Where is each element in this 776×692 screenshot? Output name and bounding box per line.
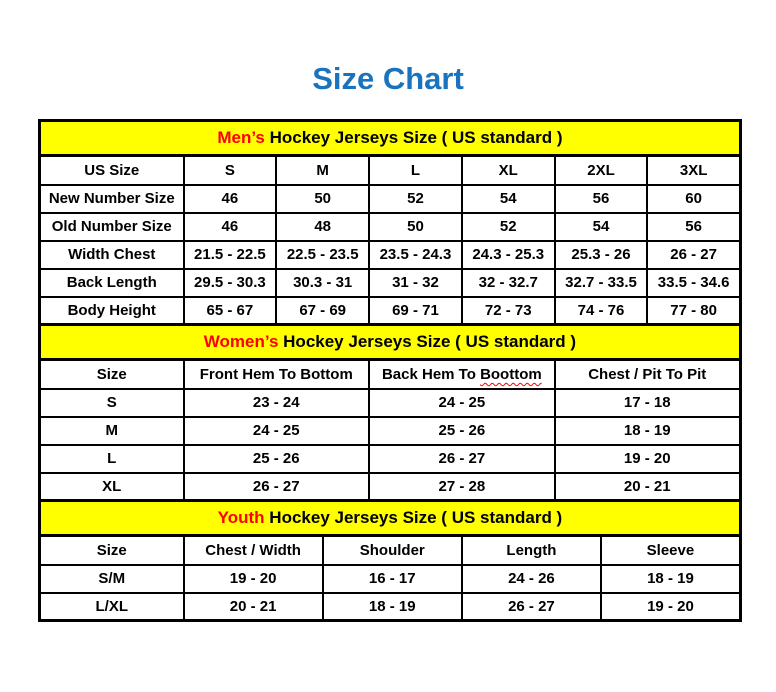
womens-cell: 27 - 28 <box>369 473 555 501</box>
womens-col-header-text: Back Hem To <box>381 365 476 383</box>
mens-cell: 24.3 - 25.3 <box>462 241 555 269</box>
womens-cell: 23 - 24 <box>184 389 370 417</box>
mens-section-header <box>40 121 741 156</box>
mens-col-header: L <box>369 156 462 185</box>
mens-cell: 50 <box>276 185 369 213</box>
youth-col-header: Chest / Width <box>184 536 323 565</box>
youth-col-header: Length <box>462 536 601 565</box>
youth-section-band <box>40 501 741 536</box>
womens-cell: 17 - 18 <box>555 389 741 417</box>
womens-col-header: Front Hem To Bottom <box>184 360 370 389</box>
table-row <box>40 389 741 417</box>
table-row <box>40 565 741 593</box>
table-row <box>40 185 741 213</box>
size-chart-table <box>38 119 742 622</box>
womens-col-header <box>369 360 555 389</box>
mens-cell: 54 <box>462 185 555 213</box>
mens-col-header: XL <box>462 156 555 185</box>
youth-row-label: S/M <box>40 565 184 593</box>
womens-section-title-text: Hockey Jerseys Size ( US standard ) <box>283 332 577 351</box>
mens-cell: 65 - 67 <box>184 297 277 325</box>
womens-cell: 24 - 25 <box>184 417 370 445</box>
youth-cell: 16 - 17 <box>323 565 462 593</box>
womens-section-accent: Women’s <box>203 332 279 351</box>
womens-section-header <box>40 325 741 360</box>
mens-cell: 46 <box>184 213 277 241</box>
mens-row-label: Width Chest <box>40 241 184 269</box>
womens-row-label: M <box>40 417 184 445</box>
youth-section-title-text: Hockey Jerseys Size ( US standard ) <box>269 508 563 527</box>
youth-cell: 19 - 20 <box>601 593 740 621</box>
mens-cell: 32 - 32.7 <box>462 269 555 297</box>
mens-cell: 32.7 - 33.5 <box>555 269 648 297</box>
womens-row-label: S <box>40 389 184 417</box>
youth-header-row <box>40 536 741 565</box>
youth-cell: 20 - 21 <box>184 593 323 621</box>
youth-cell: 19 - 20 <box>184 565 323 593</box>
table-row <box>40 241 741 269</box>
mens-cell: 56 <box>555 185 648 213</box>
womens-cell: 20 - 21 <box>555 473 741 501</box>
table-row <box>40 297 741 325</box>
mens-cell: 48 <box>276 213 369 241</box>
table-row <box>40 445 741 473</box>
table-row <box>40 417 741 445</box>
mens-cell: 77 - 80 <box>647 297 740 325</box>
womens-cell: 25 - 26 <box>369 417 555 445</box>
mens-cell: 31 - 32 <box>369 269 462 297</box>
youth-cell: 26 - 27 <box>462 593 601 621</box>
table-row <box>40 213 741 241</box>
womens-cell: 18 - 19 <box>555 417 741 445</box>
youth-cell: 24 - 26 <box>462 565 601 593</box>
womens-header-row <box>40 360 741 389</box>
table-row <box>40 473 741 501</box>
mens-cell: 33.5 - 34.6 <box>647 269 740 297</box>
womens-cell: 26 - 27 <box>369 445 555 473</box>
womens-cell: 24 - 25 <box>369 389 555 417</box>
mens-cell: 54 <box>555 213 648 241</box>
mens-cell: 52 <box>369 185 462 213</box>
mens-col-header: S <box>184 156 277 185</box>
mens-col-header: M <box>276 156 369 185</box>
mens-cell: 67 - 69 <box>276 297 369 325</box>
mens-row-label: Back Length <box>40 269 184 297</box>
mens-cell: 21.5 - 22.5 <box>184 241 277 269</box>
mens-cell: 29.5 - 30.3 <box>184 269 277 297</box>
mens-cell: 50 <box>369 213 462 241</box>
mens-cell: 25.3 - 26 <box>555 241 648 269</box>
womens-cell: 19 - 20 <box>555 445 741 473</box>
womens-col-header: Chest / Pit To Pit <box>555 360 741 389</box>
youth-section-header <box>40 501 741 536</box>
mens-cell: 30.3 - 31 <box>276 269 369 297</box>
womens-section-band <box>40 325 741 360</box>
mens-row-label: New Number Size <box>40 185 184 213</box>
mens-section-accent: Men’s <box>217 128 265 147</box>
mens-cell: 26 - 27 <box>647 241 740 269</box>
youth-section-accent: Youth <box>217 508 265 527</box>
mens-row-label: Old Number Size <box>40 213 184 241</box>
mens-cell: 23.5 - 24.3 <box>369 241 462 269</box>
youth-col-header: Sleeve <box>601 536 740 565</box>
womens-col-header: Size <box>40 360 184 389</box>
table-row <box>40 269 741 297</box>
youth-cell: 18 - 19 <box>323 593 462 621</box>
mens-cell: 69 - 71 <box>369 297 462 325</box>
mens-cell: 46 <box>184 185 277 213</box>
womens-cell: 25 - 26 <box>184 445 370 473</box>
mens-section-title-text: Hockey Jerseys Size ( US standard ) <box>269 128 563 147</box>
mens-col-header: US Size <box>40 156 184 185</box>
womens-cell: 26 - 27 <box>184 473 370 501</box>
table-row <box>40 593 741 621</box>
mens-col-header: 2XL <box>555 156 648 185</box>
youth-cell: 18 - 19 <box>601 565 740 593</box>
mens-cell: 56 <box>647 213 740 241</box>
mens-cell: 52 <box>462 213 555 241</box>
womens-row-label: L <box>40 445 184 473</box>
mens-cell: 22.5 - 23.5 <box>276 241 369 269</box>
mens-col-header: 3XL <box>647 156 740 185</box>
mens-cell: 74 - 76 <box>555 297 648 325</box>
mens-cell: 60 <box>647 185 740 213</box>
mens-header-row <box>40 156 741 185</box>
mens-cell: 72 - 73 <box>462 297 555 325</box>
page-title: Size Chart <box>312 61 464 96</box>
spellcheck-underlined-word: Boottom <box>480 365 542 383</box>
mens-row-label: Body Height <box>40 297 184 325</box>
youth-col-header: Shoulder <box>323 536 462 565</box>
youth-col-header: Size <box>40 536 184 565</box>
youth-row-label: L/XL <box>40 593 184 621</box>
mens-section-band <box>40 121 741 156</box>
womens-row-label: XL <box>40 473 184 501</box>
